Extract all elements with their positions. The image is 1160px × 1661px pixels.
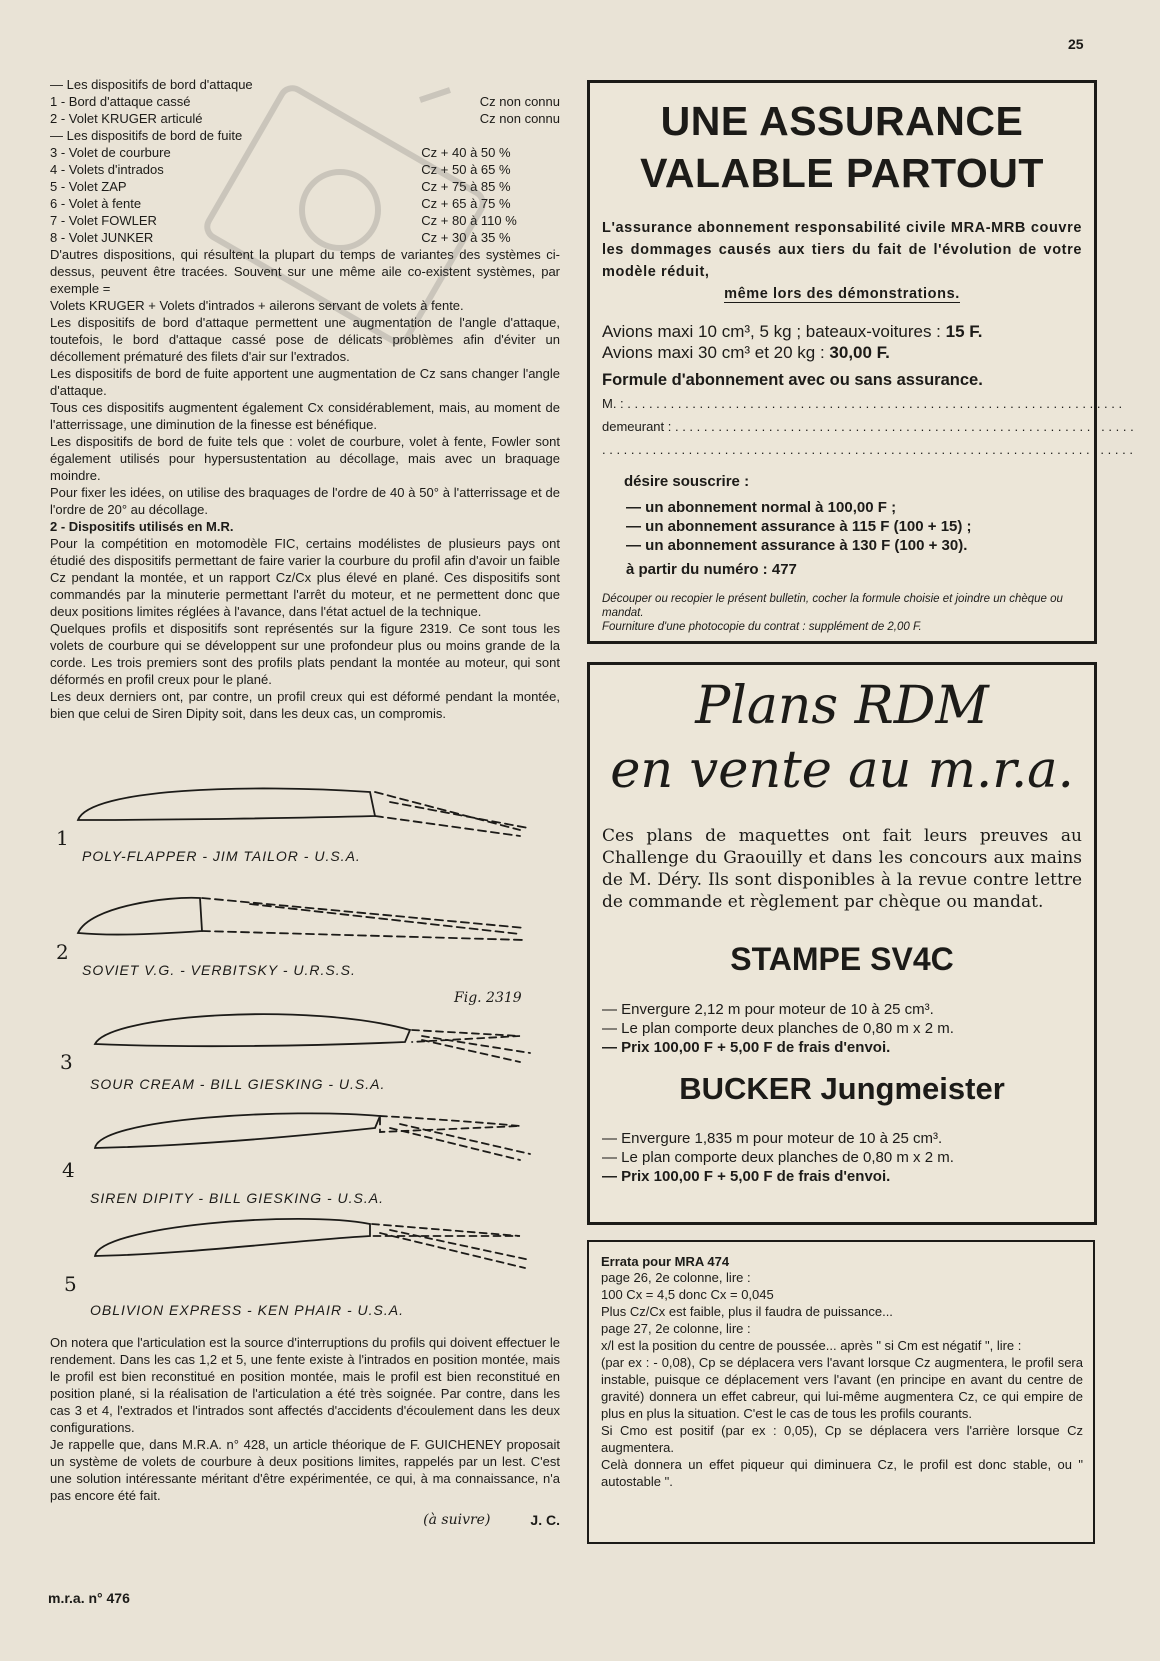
errata-body: page 26, 2e colonne, lire : 100 Cx = 4,5 donc Cx = 0,045 Plus Cz/Cx est faible, plus il faudra de puissance... page 27, 2e colonne, lire : x/l est la position du centre de poussée... après " si Cm est négatif ", lire : (par ex : - 0,08), Cp se déplacera vers l'avant lorsque Cz augmentera, le profil sera instable, puisque ce déplacement vers l'avant (en principe en avant du centre de gravité) donnera un effet cabreur, qui lui-même augmentera Cz, ce qui empire de plus en plus la situation. C'est le cas de tous les profils courants. Si Cmo est positif (par ex : 0,05), Cp se déplacera vers l'arrière lorsque Cz augmentera. Celà donnera un effet piqueur qui diminuera Cz, le profil est donc stable, ou " autostable ".: [601, 1270, 1083, 1489]
subscription-formula: Formule d'abonnement avec ou sans assurance.: [602, 371, 983, 389]
paragraph: Les dispositifs de bord d'attaque permettent une augmentation de l'angle d'attaque, toutefois, le bord d'attaque cassé pose de délicats problèmes afin d'éviter un décollement prématuré des filets d'air sur l'extrados.: [50, 315, 560, 364]
flap-profile-5: [372, 1224, 530, 1268]
profile-number: 1: [56, 826, 69, 850]
subscription-options: [626, 498, 1094, 555]
rdm-title-2: en vente au m.r.a.: [610, 741, 1074, 800]
airfoil-profile-5: [95, 1219, 370, 1256]
device-row: 8 - Volet JUNKER Cz + 30 à 35 %: [50, 230, 511, 245]
rdm-description: Ces plans de maquettes ont fait leurs preuves au Challenge du Graouilly et dans les concours aux mains de M. Déry. Ils sont disponibles à la revue contre lettre de commande et règlement par chèque ou mandat.: [602, 826, 1082, 912]
paragraph: Les dispositifs de bord de fuite apportent une augmentation de Cz sans changer l'angle d'attaque.: [50, 366, 560, 398]
insurance-title-2: VALABLE PARTOUT: [640, 150, 1044, 196]
figure-caption: Fig. 2319: [454, 990, 522, 1006]
airfoil-profile-4: [95, 1113, 380, 1148]
device-row: 2 - Volet KRUGER articulé Cz non connu: [50, 111, 560, 126]
profile-number: 5: [64, 1272, 77, 1296]
airfoil-profile-1: [78, 788, 375, 820]
author-initials: J. C.: [530, 1512, 560, 1528]
device-row: 5 - Volet ZAP Cz + 75 à 85 %: [50, 179, 511, 194]
signature-line: [50, 1512, 560, 1529]
paragraph: Les dispositifs de bord de fuite tels que : volet de courbure, volet à fente, Fowler sont également utilisés pour hypersustentation au décollage, mais avec un braquage moindre.: [50, 434, 560, 483]
issue-footer: m.r.a. n° 476: [48, 1590, 130, 1606]
profile-number: 4: [62, 1158, 75, 1182]
rdm-plans-box: [587, 662, 1097, 1225]
plan-price: — Prix 100,00 F + 5,00 F de frais d'envoi.: [602, 1168, 891, 1185]
paragraph: Pour la compétition en motomodèle FIC, certains modélistes de plusieurs pays ont étudié des dispositifs permettant de faire varier la courbure du profil afin d'avoir un faible Cz pendant la montée, et un rapport Cz/Cx plus élevé en plané. Ces dispositifs sont commandés par la minuterie permettant l'arrêt du moteur, et ne permettent donc que deux positions limites réglées à l'avance, dans l'état actuel de la technique.: [50, 536, 560, 619]
profile-number: 3: [60, 1050, 73, 1074]
profile-label: SOVIET V.G. - VERBITSKY - U.R.S.S.: [82, 962, 356, 978]
profile-label: SIREN DIPITY - BILL GIESKING - U.S.A.: [90, 1190, 384, 1206]
profile-label: OBLIVION EXPRESS - KEN PHAIR - U.S.A.: [90, 1302, 404, 1318]
address-field-2[interactable]: . . . . . . . . . . . . . . . . . . . . . . . . . . . . . . . . . . . . . . . . . . . . . . . . . . . . . . . . . . . . . . . . . . . . . . . . . .: [602, 442, 1133, 457]
insurance-title-1: UNE ASSURANCE: [660, 98, 1024, 144]
flap-profile-3: [412, 1030, 530, 1062]
devices-header-leading: — Les dispositifs de bord d'attaque: [50, 77, 253, 92]
device-row: 3 - Volet de courbure Cz + 40 à 50 %: [50, 145, 511, 160]
paragraph: Les deux derniers ont, par contre, un profil creux qui est déformé pendant la montée, bien que celui de Siren Dipity soit, dans les deux cas, un compromis.: [50, 689, 560, 721]
errata-title: Errata pour MRA 474: [601, 1254, 730, 1269]
plan-specs: — Envergure 2,12 m pour moteur de 10 à 25 cm³. — Le plan comporte deux planches de 0,80 m x 2 m. — Prix 100,00 F + 5,00 F de frais d'envoi.: [602, 1000, 1094, 1057]
flap-profile-1: [375, 792, 528, 836]
subscription-option[interactable]: — un abonnement normal à 100,00 F ;: [626, 499, 897, 516]
device-row: 1 - Bord d'attaque cassé Cz non connu: [50, 94, 560, 109]
insurance-box: [587, 80, 1134, 644]
errata-box: [587, 1240, 1095, 1544]
paragraph: Tous ces dispositifs augmentent également Cx considérablement, mais, au moment de l'atterrissage, une diminution de la finesse est bénéfique.: [50, 400, 560, 432]
paragraph: Quelques profils et dispositifs sont représentés sur la figure 2319. Ce sont tous les volets de courbure qui se développent sur une profondeur plus ou moins grande de la corde. Les trois premiers sont des profils plats pendant la montée au moteur, qui sont déformés en profil creux pour le plané.: [50, 621, 560, 687]
article-column-bottom: [50, 1334, 560, 1529]
paragraph: D'autres dispositions, qui résultent la plupart du temps de variantes des systèmes ci-dessus, peuvent être tracées. Souvent sur une même aile co-existent systèmes, par exemple =: [50, 247, 560, 296]
devices-header-trailing: — Les dispositifs de bord de fuite: [50, 128, 243, 143]
subscribe-label: désire souscrire :: [624, 473, 750, 490]
flap-profile-2: [202, 898, 525, 940]
device-row: 7 - Volet FOWLER Cz + 80 à 110 %: [50, 213, 517, 228]
figure-2319: [50, 778, 570, 1333]
plan-name: BUCKER Jungmeister: [679, 1071, 1005, 1106]
plan-specs: — Envergure 1,835 m pour moteur de 10 à 25 cm³. — Le plan comporte deux planches de 0,80 m x 2 m. — Prix 100,00 F + 5,00 F de frais d'envoi.: [602, 1129, 1094, 1186]
plan-price: — Prix 100,00 F + 5,00 F de frais d'envoi.: [602, 1039, 891, 1056]
insurance-underlined: même lors des démonstrations.: [724, 286, 960, 302]
insurance-note: Découper ou recopier le présent bulletin, cocher la formule choisie et joindre un chèque ou mandat. Fourniture d'une photocopie du contrat : supplément de 2,00 F.: [602, 593, 1063, 633]
paragraph: Volets KRUGER + Volets d'intrados + ailerons servant de volets à fente.: [50, 298, 464, 313]
insurance-intro: L'assurance abonnement responsabilité civile MRA-MRB couvre les dommages causés aux tiers du fait de l'évolution de votre modèle réduit, même lors des démonstrations.: [602, 220, 1082, 302]
subscription-option[interactable]: — un abonnement assurance à 115 F (100 + 15) ;: [626, 518, 972, 535]
plan-name: STAMPE SV4C: [730, 941, 954, 977]
subscription-option[interactable]: — un abonnement assurance à 130 F (100 + 30).: [626, 537, 968, 554]
airfoil-profile-3: [95, 1014, 410, 1046]
device-row: 6 - Volet à fente Cz + 65 à 75 %: [50, 196, 511, 211]
paragraph: Je rappelle que, dans M.R.A. n° 428, un article théorique de F. GUICHENEY proposait un système de volets de courbure à deux positions limites, rappelés par un lest. C'est une solution intéressante méritant d'être expérimentée, ce qui, à ma connaissance, n'a pas encore été fait.: [50, 1437, 560, 1503]
device-row: 4 - Volets d'intrados Cz + 50 à 65 %: [50, 162, 511, 177]
article-column: [50, 76, 560, 722]
insurance-prices: Avions maxi 10 cm³, 5 kg ; bateaux-voitures : 15 F. Avions maxi 30 cm³ et 20 kg : 30,00 F.: [602, 322, 983, 362]
profile-label: SOUR CREAM - BILL GIESKING - U.S.A.: [90, 1076, 386, 1092]
profile-number: 2: [56, 940, 69, 964]
rdm-title-1: Plans RDM: [695, 676, 989, 736]
name-field[interactable]: M. : . . . . . . . . . . . . . . . . . . . . . . . . . . . . . . . . . . . . . . . . . . . . . . . . . . . . . . . . . . . . . . . . . . . . .: [602, 396, 1123, 411]
flap-profile-4: [380, 1116, 530, 1160]
airfoil-profile-2: [78, 898, 202, 935]
profile-label: POLY-FLAPPER - JIM TAILOR - U.S.A.: [82, 848, 361, 864]
paragraph: Pour fixer les idées, on utilise des braquages de l'ordre de 40 à 50° à l'atterrissage et de l'ordre de 20° au décollage.: [50, 485, 560, 517]
start-issue: à partir du numéro : 477: [626, 561, 797, 578]
section-subtitle: 2 - Dispositifs utilisés en M.R.: [50, 519, 234, 534]
to-be-continued: (à suivre): [423, 1512, 491, 1528]
page-number: 25: [1068, 36, 1084, 52]
paragraph: On notera que l'articulation est la source d'interruptions du profils qui doivent effectuer le rendement. Dans les cas 1,2 et 5, une fente existe à l'intrados en position montée, mais le profil est bien reconstitué en position montée, mais le profil est bien reconstitué en position plané, si la réalisation de l'articulation a été très soignée. Par contre, dans les cas 3 et 4, l'extrados et l'intrados sont affectés d'accidents d'écoulement dans les deux configurations.: [50, 1335, 560, 1435]
address-field[interactable]: demeurant : . . . . . . . . . . . . . . . . . . . . . . . . . . . . . . . . . . . . . . . . . . . . . . . . . . . . . . . . . . . . . . . .: [602, 419, 1134, 434]
